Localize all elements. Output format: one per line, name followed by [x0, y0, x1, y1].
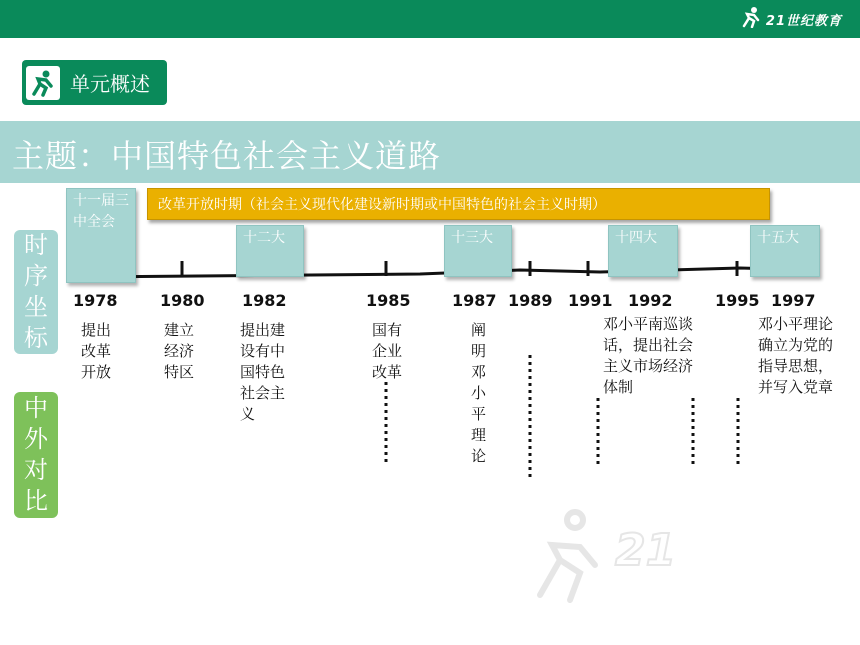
session-label: 十一届三中全会 [73, 193, 129, 230]
year-label: 1982 [242, 291, 287, 310]
event-1980: 建立经济特区 [164, 321, 195, 381]
event-1985: 国有企业改革 [372, 321, 403, 381]
session-box-12th [236, 225, 304, 277]
year-label: 1987 [452, 291, 497, 310]
year-label: 1992 [628, 291, 673, 310]
watermark-logo [530, 505, 830, 605]
session-box-15th [750, 225, 820, 277]
session-box-13th [444, 225, 512, 277]
year-label: 1980 [160, 291, 205, 310]
unit-overview-label: 单元概述 [70, 72, 150, 96]
session-label: 十三大 [451, 230, 493, 246]
session-label: 十五大 [757, 230, 799, 246]
event-1982: 提出建设有中国特色社会主义 [240, 321, 286, 423]
svg-text:21: 21 [615, 525, 677, 576]
session-label: 十二大 [243, 230, 285, 246]
session-box-14th [608, 225, 678, 277]
year-label: 1985 [366, 291, 411, 310]
timeline-axis-text: 时 序 坐 标 [24, 230, 48, 353]
brand-name: 21世纪教育 [765, 13, 842, 29]
event-1978: 提出改革开放 [81, 321, 112, 381]
era-label: 改革开放时期（社会主义现代化建设新时期或中国特色的社会主义时期） [158, 197, 606, 213]
session-box-11th-3rd-plenum [66, 188, 136, 283]
era-box [147, 188, 770, 220]
event-1987: 阐明邓小平理论 [471, 321, 487, 465]
event-1992: 邓小平南巡谈话，提出社会主义市场经济体制 [603, 315, 694, 396]
year-label: 1991 [568, 291, 613, 310]
session-label: 十四大 [615, 230, 657, 246]
year-label: 1978 [73, 291, 118, 310]
year-label: 1997 [771, 291, 816, 310]
theme-title: 主题：中国特色社会主义道路 [12, 137, 442, 175]
event-1997: 邓小平理论确立为党的指导思想，并写入党章 [758, 315, 834, 396]
compare-text: 中 外 对 比 [24, 393, 48, 516]
year-label: 1989 [508, 291, 553, 310]
year-label: 1995 [715, 291, 760, 310]
